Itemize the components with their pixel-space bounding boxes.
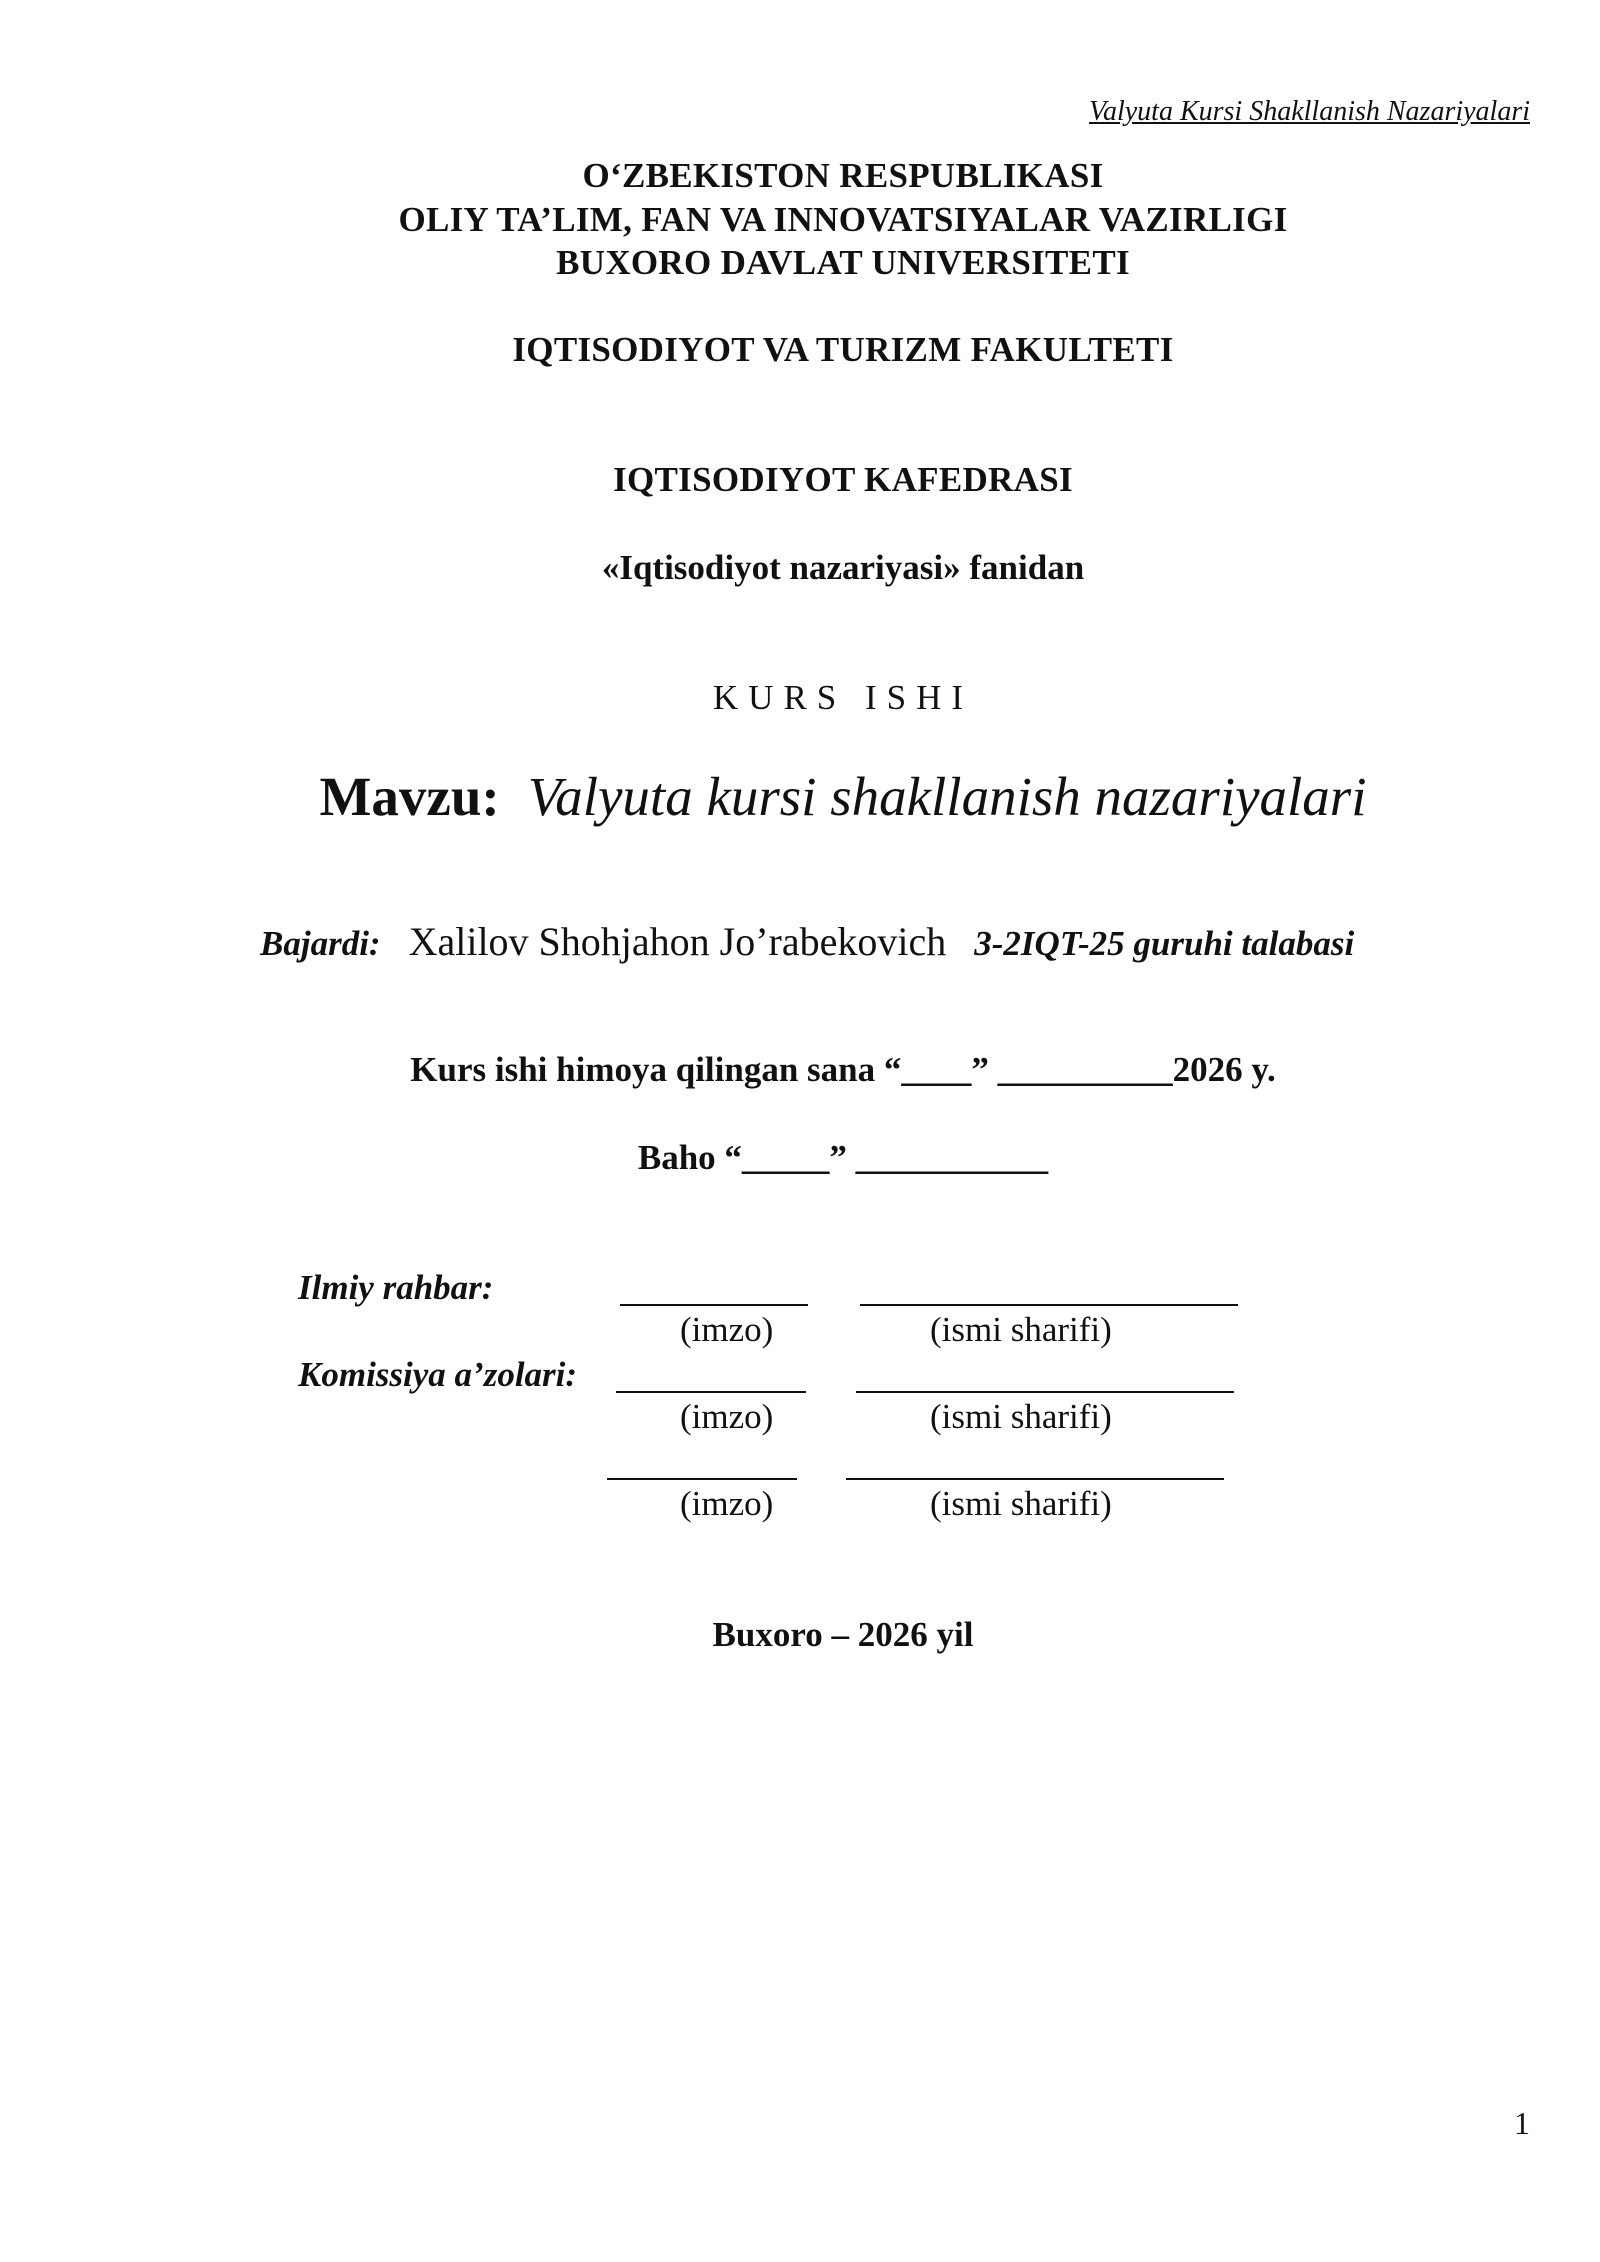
work-type: KURS ISHI xyxy=(712,678,974,717)
department-title: IQTISODIYOT KAFEDRASI xyxy=(613,460,1073,499)
university-title: BUXORO DAVLAT UNIVERSITETI xyxy=(556,243,1130,282)
name-caption: (ismi sharifi) xyxy=(930,1310,1112,1349)
student-name: Xalilov Shohjahon Jo’rabekovich xyxy=(408,919,947,964)
commission-name-line-1 xyxy=(856,1391,1234,1393)
commission-name-line-2 xyxy=(846,1478,1224,1480)
commission-signature-line-2 xyxy=(607,1478,797,1480)
faculty-title: IQTISODIYOT VA TURIZM FAKULTETI xyxy=(512,330,1174,369)
name-caption: (ismi sharifi) xyxy=(930,1484,1112,1523)
defense-date-line: Kurs ishi himoya qilingan sana “____” __________2026 y. xyxy=(410,1050,1276,1089)
topic-row xyxy=(0,765,1600,828)
ministry-title: OLIY TA’LIM, FAN VA INNOVATSIYALAR VAZIRLIGI xyxy=(398,200,1288,239)
commission-signature-line-1 xyxy=(616,1391,806,1393)
student-label: Bajardi: xyxy=(260,924,381,963)
subject-line: «Iqtisodiyot nazariyasi» fanidan xyxy=(601,548,1085,587)
topic-label: Mavzu: xyxy=(319,766,500,827)
page-number: 1 xyxy=(1514,2105,1530,2141)
city-year: Buxoro – 2026 yil xyxy=(712,1615,974,1654)
student-row xyxy=(260,918,1354,965)
signature-caption: (imzo) xyxy=(680,1310,774,1349)
signature-caption: (imzo) xyxy=(680,1484,774,1523)
supervisor-signature-line xyxy=(620,1304,808,1306)
name-caption: (ismi sharifi) xyxy=(930,1397,1112,1436)
country-title: O‘ZBEKISTON RESPUBLIKASI xyxy=(582,156,1104,195)
running-header: Valyuta Kursi Shakllanish Nazariyalari xyxy=(1088,96,1530,127)
supervisor-name-line xyxy=(860,1304,1238,1306)
commission-label: Komissiya a’zolari: xyxy=(298,1355,578,1394)
grade-line: Baho “_____” ___________ xyxy=(637,1138,1049,1177)
supervisor-label: Ilmiy rahbar: xyxy=(298,1268,494,1307)
topic-value: Valyuta kursi shakllanish nazariyalari xyxy=(527,766,1367,827)
signature-caption: (imzo) xyxy=(680,1397,774,1436)
student-group: 3-2IQT-25 guruhi talabasi xyxy=(974,924,1355,963)
